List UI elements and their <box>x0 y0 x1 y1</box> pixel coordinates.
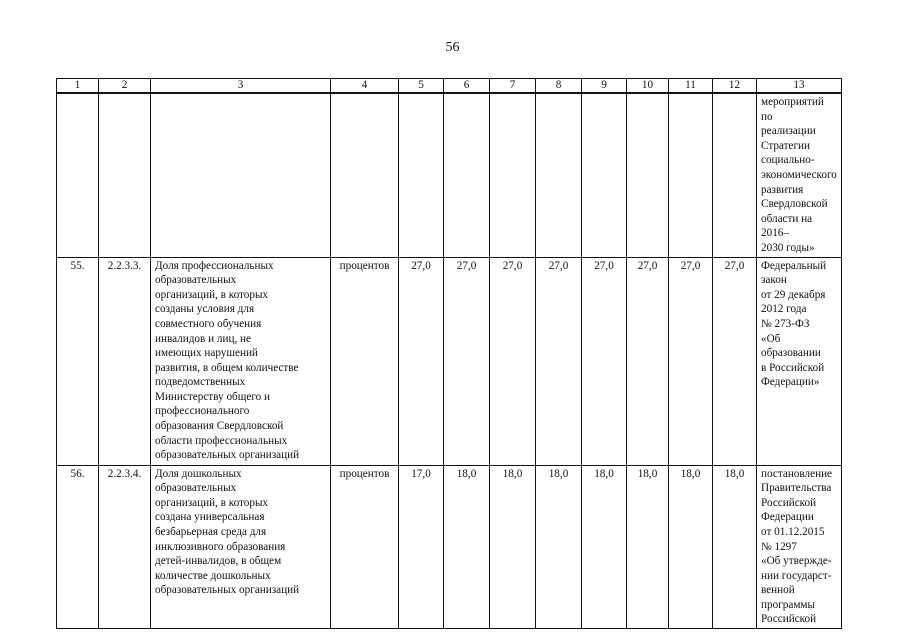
column-header: 13 <box>757 79 842 94</box>
indicators-table <box>56 78 842 629</box>
unit <box>331 93 399 257</box>
value-cell: 27,0 <box>669 257 713 465</box>
value-cell: 18,0 <box>444 465 490 629</box>
column-header: 9 <box>582 79 627 94</box>
table-row-55 <box>57 257 842 465</box>
column-header: 8 <box>536 79 582 94</box>
legal-basis: постановление Правительства Российской Федерации от 01.12.2015 № 1297 «Об утвержде- нии государст- венной программы Российской <box>757 465 842 629</box>
row-code: 2.2.3.3. <box>99 257 151 465</box>
value-cell: 27,0 <box>582 257 627 465</box>
column-header: 7 <box>490 79 536 94</box>
column-header: 2 <box>99 79 151 94</box>
value-cell <box>490 93 536 257</box>
value-cell: 18,0 <box>490 465 536 629</box>
indicator-name: Доля дошкольных образовательных организаций, в которых создана универсальная безбарьерная среда для инклюзивного образования детей-инвалидов, в общем количестве дошкольных образовательных организаций <box>151 465 331 629</box>
unit: процентов <box>331 257 399 465</box>
value-cell <box>399 93 444 257</box>
legal-basis: Федеральный закон от 29 декабря 2012 года № 273-ФЗ «Об образовании в Российской Федерации» <box>757 257 842 465</box>
legal-basis: мероприятий по реализации Стратегии социально- экономического развития Свердловской области на 2016– 2030 годы» <box>757 93 842 257</box>
value-cell: 27,0 <box>444 257 490 465</box>
row-code: 2.2.3.4. <box>99 465 151 629</box>
column-header: 12 <box>713 79 757 94</box>
value-cell: 17,0 <box>399 465 444 629</box>
indicator-name <box>151 93 331 257</box>
value-cell: 18,0 <box>627 465 669 629</box>
column-header: 5 <box>399 79 444 94</box>
page-number: 56 <box>445 40 460 55</box>
value-cell <box>444 93 490 257</box>
value-cell: 27,0 <box>713 257 757 465</box>
value-cell <box>669 93 713 257</box>
value-cell: 27,0 <box>490 257 536 465</box>
row-code <box>99 93 151 257</box>
column-header: 4 <box>331 79 399 94</box>
column-header: 3 <box>151 79 331 94</box>
unit: процентов <box>331 465 399 629</box>
value-cell <box>713 93 757 257</box>
table-row-56 <box>57 465 842 629</box>
value-cell <box>536 93 582 257</box>
value-cell: 27,0 <box>536 257 582 465</box>
value-cell <box>627 93 669 257</box>
column-header: 11 <box>669 79 713 94</box>
value-cell: 18,0 <box>713 465 757 629</box>
column-header: 10 <box>627 79 669 94</box>
header-row <box>57 79 842 94</box>
indicator-name: Доля профессиональных образовательных организаций, в которых созданы условия для совместного обучения инвалидов и лиц, не имеющих нарушений развития, в общем количестве подведомственных Министерству общего и профессионального образования Свердловской области профессиональных образовательных организаций <box>151 257 331 465</box>
value-cell: 18,0 <box>582 465 627 629</box>
row-number <box>57 93 99 257</box>
row-number: 55. <box>57 257 99 465</box>
column-header: 1 <box>57 79 99 94</box>
value-cell: 18,0 <box>669 465 713 629</box>
row-number: 56. <box>57 465 99 629</box>
value-cell <box>582 93 627 257</box>
value-cell: 27,0 <box>399 257 444 465</box>
value-cell: 18,0 <box>536 465 582 629</box>
table-row-continuation <box>57 93 842 257</box>
value-cell: 27,0 <box>627 257 669 465</box>
column-header: 6 <box>444 79 490 94</box>
